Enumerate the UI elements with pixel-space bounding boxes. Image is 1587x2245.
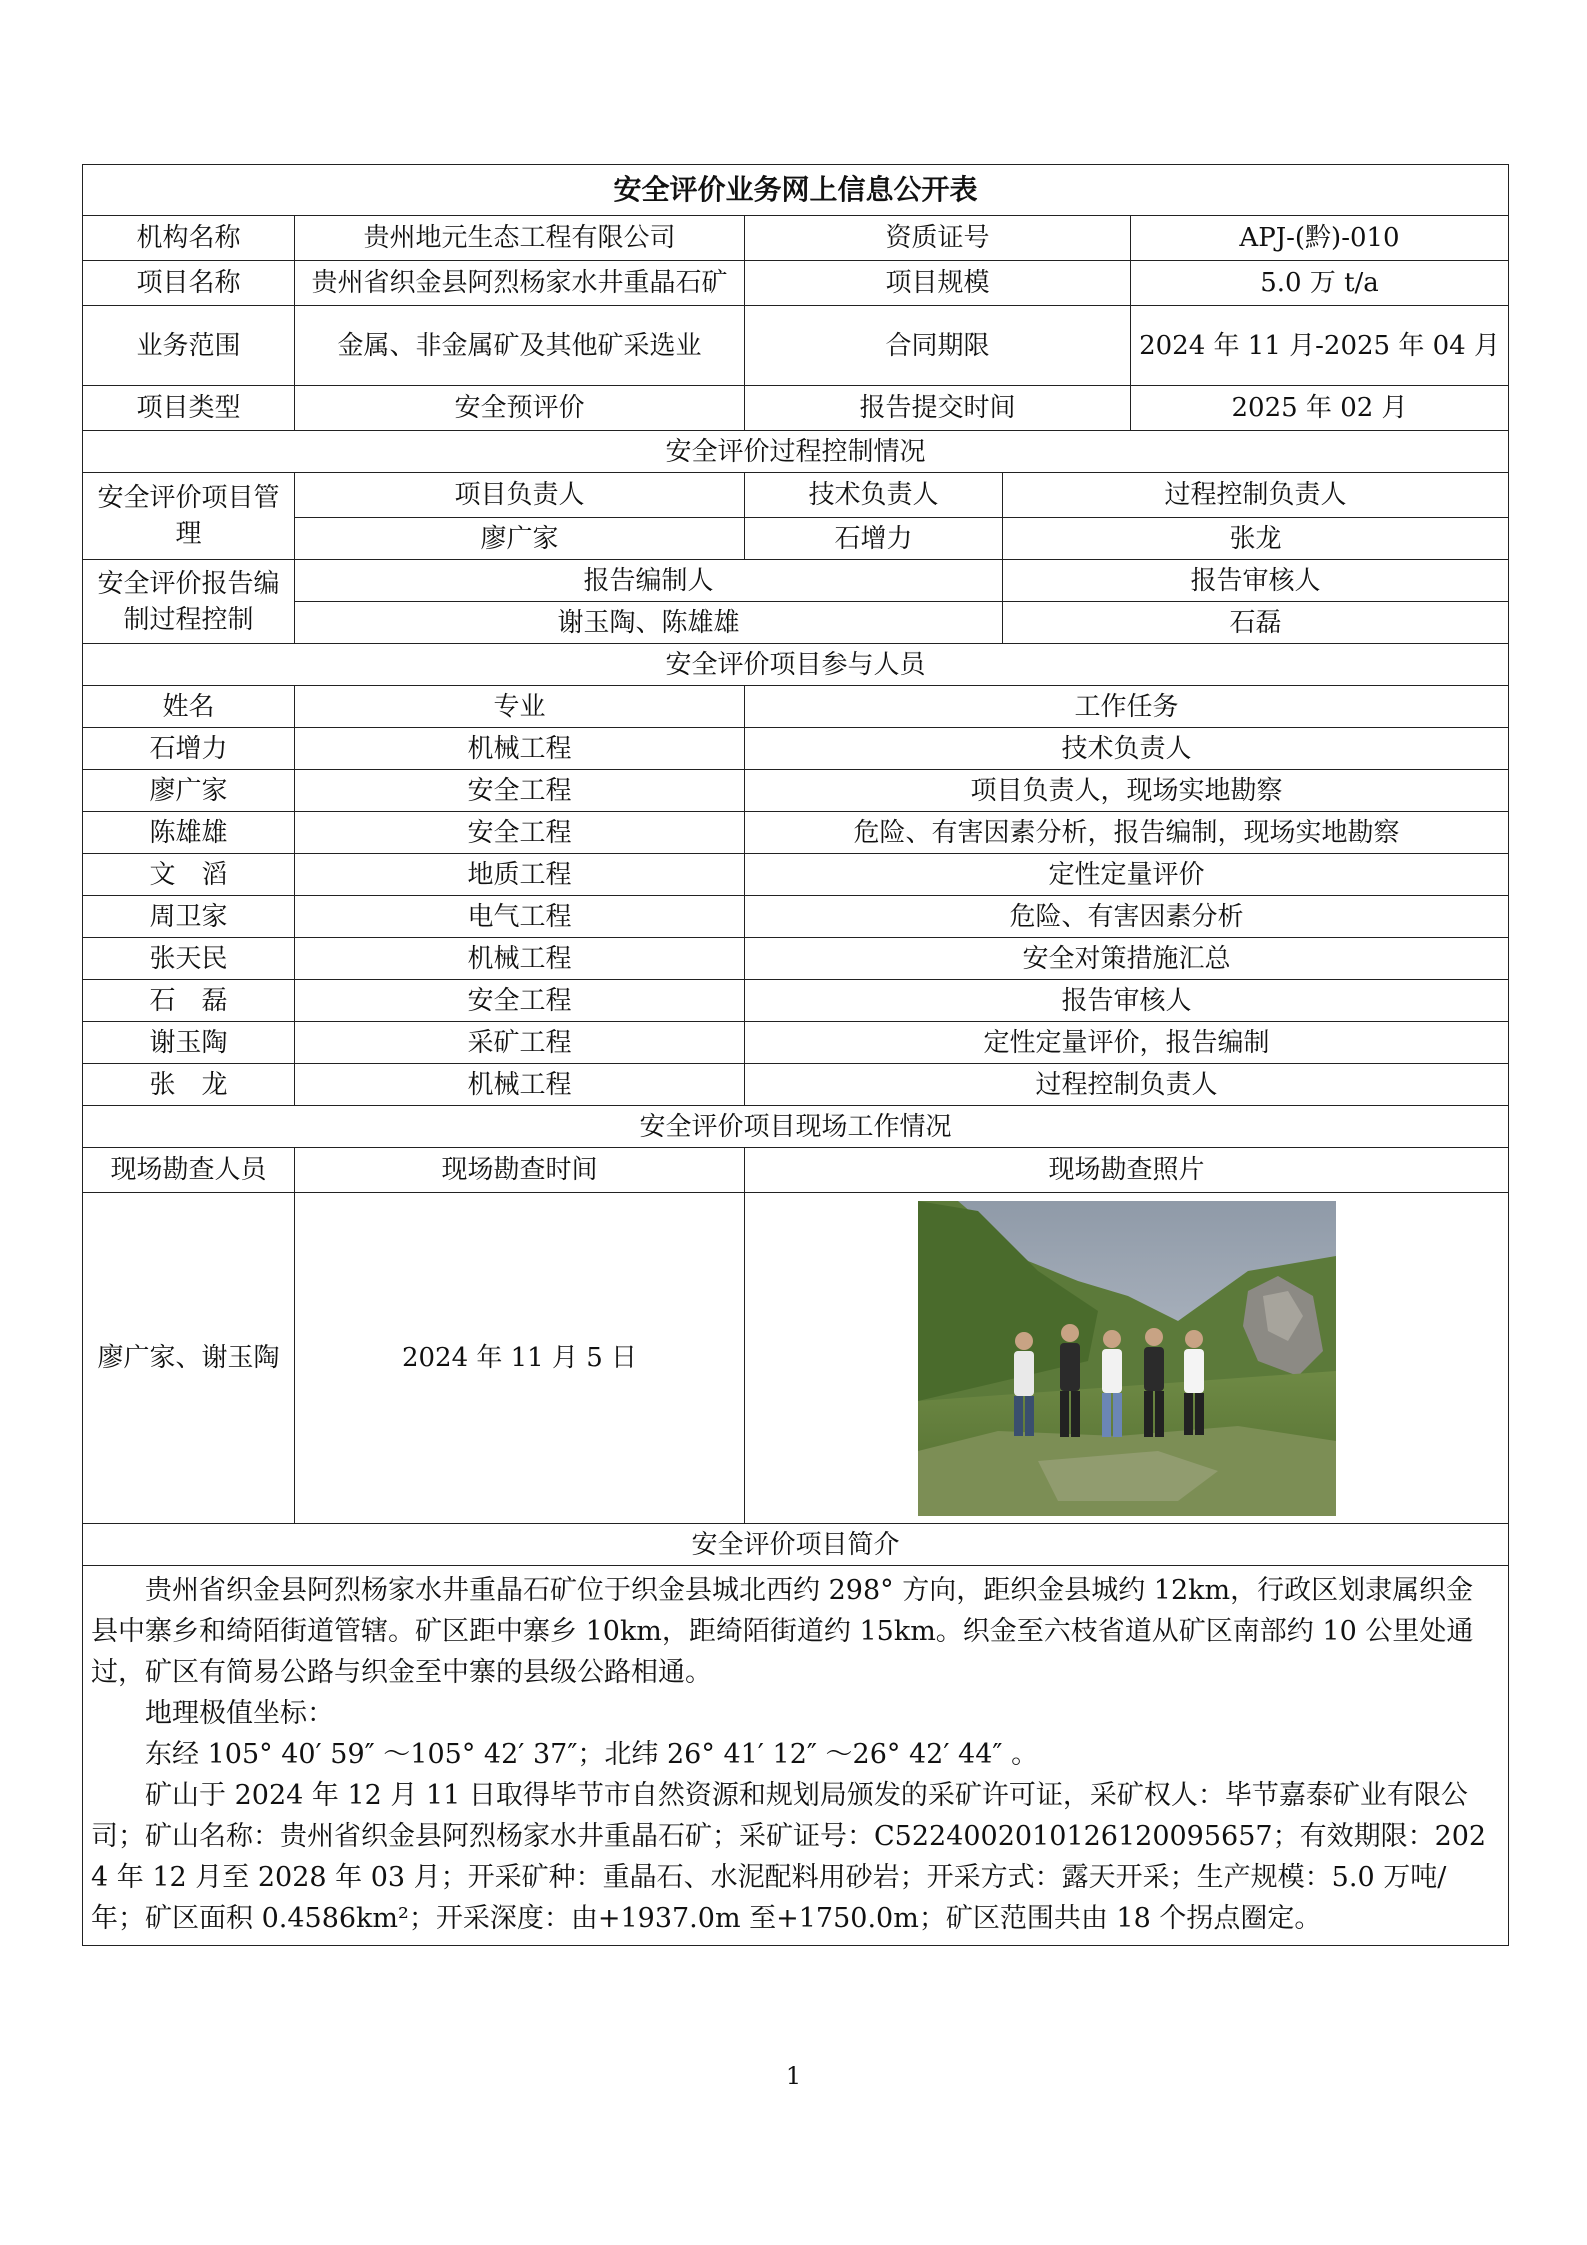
table-row <box>83 896 1509 938</box>
participant-task: 技术负责人 <box>745 728 1509 770</box>
table-row <box>83 1064 1509 1106</box>
project-label: 项目名称 <box>83 261 295 306</box>
col-header-major: 专业 <box>295 686 745 728</box>
participant-major: 采矿工程 <box>295 1022 745 1064</box>
org-label: 机构名称 <box>83 216 295 261</box>
site-photo-label: 现场勘查照片 <box>745 1148 1509 1193</box>
page-number: 1 <box>785 2062 802 2090</box>
participant-name: 石 磊 <box>83 980 295 1022</box>
table-row <box>83 938 1509 980</box>
participant-task: 安全对策措施汇总 <box>745 938 1509 980</box>
leader-value: 廖广家 <box>295 518 745 560</box>
type-value: 安全预评价 <box>295 386 745 431</box>
col-header-task: 工作任务 <box>745 686 1509 728</box>
site-staff-label: 现场勘查人员 <box>83 1148 295 1193</box>
writer-value: 谢玉陶、陈雄雄 <box>295 602 1003 644</box>
intro-body <box>83 1566 1509 1946</box>
contract-label: 合同期限 <box>745 306 1131 386</box>
participant-major: 机械工程 <box>295 1064 745 1106</box>
participant-name: 文 滔 <box>83 854 295 896</box>
participant-major: 电气工程 <box>295 896 745 938</box>
contract-value: 2024 年 11 月-2025 年 04 月 <box>1131 306 1509 386</box>
participant-task: 过程控制负责人 <box>745 1064 1509 1106</box>
cert-label: 资质证号 <box>745 216 1131 261</box>
intro-paragraph: 地理极值坐标： <box>145 1698 334 1729</box>
org-value: 贵州地元生态工程有限公司 <box>295 216 745 261</box>
site-section-title: 安全评价项目现场工作情况 <box>83 1106 1509 1148</box>
table-row <box>83 812 1509 854</box>
submit-label: 报告提交时间 <box>745 386 1131 431</box>
participant-task: 危险、有害因素分析，报告编制，现场实地勘察 <box>745 812 1509 854</box>
mgmt-label: 安全评价项目管理 <box>83 473 295 560</box>
participant-major: 机械工程 <box>295 938 745 980</box>
site-time-value: 2024 年 11 月 5 日 <box>295 1193 745 1524</box>
participant-task: 项目负责人，现场实地勘察 <box>745 770 1509 812</box>
control-value: 张龙 <box>1003 518 1509 560</box>
control-label: 过程控制负责人 <box>1003 473 1509 518</box>
site-staff-value: 廖广家、谢玉陶 <box>83 1193 295 1524</box>
participant-name: 廖广家 <box>83 770 295 812</box>
reviewer-label: 报告审核人 <box>1003 560 1509 602</box>
participant-major: 地质工程 <box>295 854 745 896</box>
writer-label: 报告编制人 <box>295 560 1003 602</box>
table-row <box>83 770 1509 812</box>
participant-name: 周卫家 <box>83 896 295 938</box>
intro-paragraph: 贵州省织金县阿烈杨家水井重晶石矿位于织金县城北西约 298° 方向，距织金县城约 12km，行政区划隶属织金县中寨乡和绮陌街道管辖。矿区距中寨乡 10km，距绮陌街道约 15km。织金至六枝省道从矿区南部约 10 公里处通过，矿区有简易公路与织金至中寨的县级公路相通。 <box>91 1575 1474 1688</box>
intro-section-title: 安全评价项目简介 <box>83 1524 1509 1566</box>
table-row <box>83 1022 1509 1064</box>
participant-major: 安全工程 <box>295 812 745 854</box>
reviewer-value: 石磊 <box>1003 602 1509 644</box>
participant-major: 机械工程 <box>295 728 745 770</box>
site-photo-cell <box>745 1193 1509 1524</box>
participant-name: 谢玉陶 <box>83 1022 295 1064</box>
table-row <box>83 854 1509 896</box>
cert-value: APJ-(黔)-010 <box>1131 216 1509 261</box>
scale-label: 项目规模 <box>745 261 1131 306</box>
participant-task: 危险、有害因素分析 <box>745 896 1509 938</box>
leader-label: 项目负责人 <box>295 473 745 518</box>
submit-value: 2025 年 02 月 <box>1131 386 1509 431</box>
intro-paragraph: 矿山于 2024 年 12 月 11 日取得毕节市自然资源和规划局颁发的采矿许可证，采矿权人：毕节嘉泰矿业有限公司；矿山名称：贵州省织金县阿烈杨家水井重晶石矿；采矿证号：C5224002010126120095657；有效期限：2024 年 12 月至 2028 年 03 月；开采矿种：重晶石、水泥配料用砂岩；开采方式：露天开采；生产规模：5.0 万吨/年；矿区面积 0.4586km²；开采深度：由+1937.0m 至+1750.0m；矿区范围共由 18 个拐点圈定。 <box>91 1780 1487 1934</box>
scope-label: 业务范围 <box>83 306 295 386</box>
disclosure-sheet <box>82 164 1508 1946</box>
scale-value: 5.0 万 t/a <box>1131 261 1509 306</box>
type-label: 项目类型 <box>83 386 295 431</box>
participant-major: 安全工程 <box>295 770 745 812</box>
table-title: 安全评价业务网上信息公开表 <box>83 165 1509 216</box>
project-value: 贵州省织金县阿烈杨家水井重晶石矿 <box>295 261 745 306</box>
tech-value: 石增力 <box>745 518 1003 560</box>
participants-section-title: 安全评价项目参与人员 <box>83 644 1509 686</box>
participant-name: 张 龙 <box>83 1064 295 1106</box>
scope-value: 金属、非金属矿及其他矿采选业 <box>295 306 745 386</box>
participant-task: 定性定量评价 <box>745 854 1509 896</box>
table-row <box>83 728 1509 770</box>
col-header-name: 姓名 <box>83 686 295 728</box>
process-section-title: 安全评价过程控制情况 <box>83 431 1509 473</box>
table-row <box>83 980 1509 1022</box>
site-photo <box>918 1201 1336 1516</box>
participant-task: 报告审核人 <box>745 980 1509 1022</box>
participant-name: 石增力 <box>83 728 295 770</box>
report-control-label: 安全评价报告编制过程控制 <box>83 560 295 644</box>
participant-task: 定性定量评价，报告编制 <box>745 1022 1509 1064</box>
participant-major: 安全工程 <box>295 980 745 1022</box>
tech-label: 技术负责人 <box>745 473 1003 518</box>
participant-name: 陈雄雄 <box>83 812 295 854</box>
disclosure-table <box>82 164 1509 1946</box>
intro-paragraph: 东经 105° 40′ 59″ ～105° 42′ 37″；北纬 26° 41′ 12″ ～26° 42′ 44″ 。 <box>145 1739 1039 1770</box>
participant-name: 张天民 <box>83 938 295 980</box>
site-time-label: 现场勘查时间 <box>295 1148 745 1193</box>
